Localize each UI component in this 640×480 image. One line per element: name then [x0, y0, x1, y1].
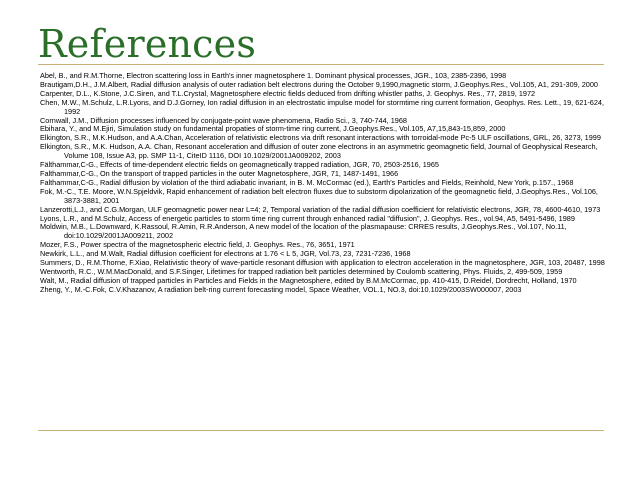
reference-item: Newkirk, L.L., and M.Walt, Radial diffusion coefficient for electrons at 1.76 < L 5, JGR, Vol.73, 23, 7231-7236, 1968 [40, 249, 411, 259]
slide-title: References [38, 22, 257, 66]
reference-item: Mozer, F.S., Power spectra of the magnetospheric electric field, J. Geophys. Res., 76, 3651, 1971 [40, 240, 355, 250]
reference-item: Lanzerotti,L.J., and C.G.Morgan, ULF geomagnetic power near L=4; 2, Temporal variation of the radial diffusion coefficient for relativistic electrons, JGR, 78, 4600-4610, 1973 [40, 204, 601, 214]
reference-item: Falthammar,C-G., On the transport of trapped particles in the outer Magnetosphere, JGR, 71, 1487-1491, 1966 [40, 168, 399, 178]
reference-item: Lyons, L.R., and M.Schulz, Access of energetic particles to storm time ring current through enhanced radial "diffusion", J. Geophys. Res., vol.94, A5, 5491-5496, 1989 [40, 213, 575, 223]
reference-item: Fälthammar,C-G., Effects of time-dependent electric fields on geomagnetically trapped radiation, JGR, 70, 2503-2516, 1965 [40, 160, 439, 170]
footer-divider [38, 430, 604, 431]
reference-item: Walt, M., Radial diffusion of trapped particles in Particles and Fields in the Magnetosphere, edited by B.M.McCormac, pp. 410-415, D.Reidel, Dordrecht, Holland, 1970 [40, 275, 577, 285]
reference-item: Elkington, S.R., M.K. Hudson, A.A. Chan, Resonant acceleration and diffusion of outer zone electrons in an asymmetric geomagnetic field, Journal of Geophysical Research, Volume 108, Issue A3, pp. SMP 11-1, CiteID 1116, DOI 10.1029/2001JA009202, 2003 [40, 142, 598, 161]
reference-item: Cornwall, J.M., Diffusion processes influenced by conjugate-point wave phenomena, Radio Sci., 3, 740-744, 1968 [40, 115, 407, 125]
reference-item: Wentworth, R.C., W.M.MacDonald, and S.F.Singer, Lifetimes for trapped radiation belt particles determined by Coulomb scattering, Phys. Fluids, 2, 499-509, 1959 [40, 266, 563, 276]
reference-item: Moldwin, M.B., L.Downward, K.Rassoul, R.Amin, R.R.Anderson, A new model of the location of the plasmapause: CRRES results, J.Geophys.Res., Vol.107, No.11, doi:10.1029/2001JA009211, 2002 [40, 222, 567, 241]
reference-item: Brautigam,D.H., J.M.Albert, Radial diffusion analysis of outer radiation belt electrons during the October 9,1990,magnetic storm, J.Geophys.Res., Vol.105, A1, 291-309, 2000 [40, 79, 598, 89]
reference-item: Carpenter, D.L., K.Stone, J.C.Siren, and T.L.Crystal, Magnetosphere electric fields deduced from drifting whistler paths, J. Geophys. Res., 77, 2819, 1972 [40, 88, 536, 98]
reference-item: Fok, M.-C., T.E. Moore, W.N.Spjeldvik, Rapid enhancement of radiation belt electron fluxes due to substorm dipolarization of the geomagnetic field, J.Geophys.Res., Vol.106, 3873-3881, 2001 [40, 186, 598, 205]
reference-item: Falthammar,C-G., Radial diffusion by violation of the third adiabatic invariant, in B. M. McCormac (ed.), Earth's Particles and Fields, Reinhold, New York, p.157., 1968 [40, 177, 574, 187]
reference-item: Zheng, Y., M.-C.Fok, C.V.Khazanov, A radiation belt-ring current forecasting model, Space Weather, VOL.1, NO.3, doi:10.1029/2003SW000007, 2003 [40, 284, 522, 294]
reference-item: Elkington, S.R., M.K.Hudson, and A.A.Chan, Acceleration of relativistic electrons via drift resonant interactions with torroidal-mode Pc-5 ULF oscillations, GRL, 26, 3273, 1999 [40, 133, 601, 143]
reference-item: Ebihara, Y., and M.Ejiri, Simulation study on fundamental propaties of storm-time ring current, J.Geophys.Res., Vol.105, A7,15,843-15,859, 2000 [40, 124, 506, 134]
reference-item: Chen, M.W., M.Schulz, L.R.Lyons, and D.J.Gorney, Ion radial diffusion in an electrostatic impulse model for stormtime ring current formation, Geophys. Res. Lett., 19, 621-624, 1992 [40, 97, 605, 116]
reference-item: Summers, D., R.M.Thorne, F.Xiao, Relativistic theory of wave-particle resonant diffusion with application to electron acceleration in the magnetosphere, JGR, 103, 20487, 1998 [40, 258, 605, 268]
reference-item: Abel, B., and R.M.Thorne, Electron scattering loss in Earth's inner magnetosphere 1. Dominant physical processes, JGR., 103, 2385-2396, 1998 [40, 71, 507, 80]
reference-list [40, 72, 610, 295]
title-divider [38, 64, 604, 65]
